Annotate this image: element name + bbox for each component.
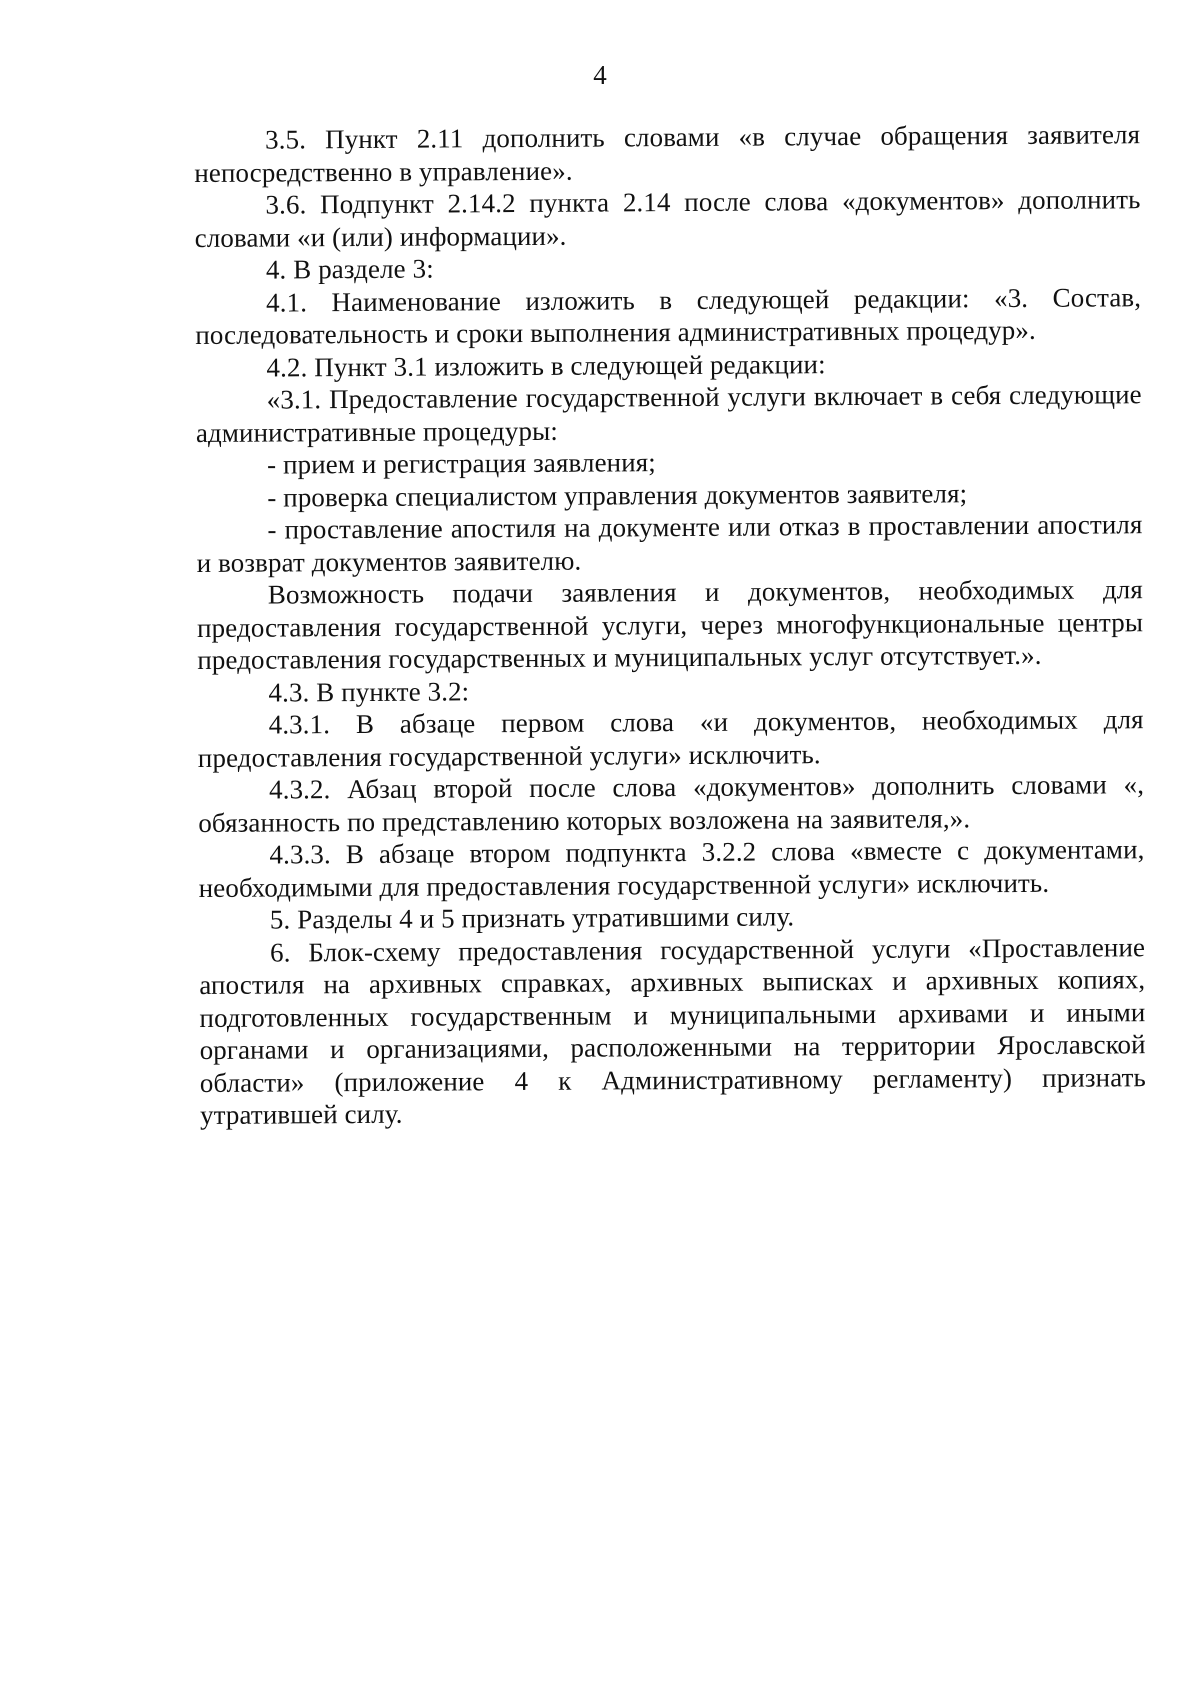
paragraph-3-5: 3.5. Пункт 2.11 дополнить словами «в случае обращения заявителя непосредственно в управление». — [194, 119, 1141, 188]
paragraph-3-6: 3.6. Подпункт 2.14.2 пункта 2.14 после слова «документов» дополнить словами «и (или) информации». — [194, 184, 1141, 253]
page-number: 4 — [593, 60, 607, 90]
paragraph-3-1-quote: «3.1. Предоставление государственной услуги включает в себя следующие административные процедуры: — [195, 379, 1142, 448]
paragraph-mfc: Возможность подачи заявления и документов, необходимых для предоставления государственной услуги, через многофункциональные центры предоставления государственных и муниципальных услуг отсутствует.». — [196, 574, 1144, 675]
list-item-verification: - проверка специалистом управления документов заявителя; — [267, 477, 968, 513]
paragraph-4-1: 4.1. Наименование изложить в следующей редакции: «3. Состав, последовательность и сроки выполнения административных процедур». — [195, 281, 1142, 350]
paragraph-4-3-3: 4.3.3. В абзаце втором подпункта 3.2.2 слова «вместе с документами, необходимыми для предоставления государственной услуги» исключить. — [198, 834, 1145, 903]
paragraph-6: 6. Блок-схему предоставления государственной услуги «Проставление апостиля на архивных справках, архивных выписках и архивных копиях, подготовленных государственным и муниципальными архивами и иными органами и организациями, расположенными на территории Ярославской области» (приложение 4 к Административному регламенту) признать утратившей силу. — [199, 931, 1146, 1130]
list-item-reception: - прием и регистрация заявления; — [266, 447, 656, 480]
document-body — [194, 118, 1146, 1131]
paragraph-4-3: 4.3. В пункте 3.2: — [268, 675, 470, 708]
paragraph-4-3-2: 4.3.2. Абзац второй после слова «документов» дополнить словами «, обязанность по представлению которых возложена на заявителя,». — [198, 769, 1145, 838]
paragraph-4-2: 4.2. Пункт 3.1 изложить в следующей редакции: — [266, 348, 826, 383]
list-item-apostille: - проставление апостиля на документе или отказ в проставлении апостиля и возврат документов заявителю. — [196, 509, 1143, 578]
paragraph-4: 4. В разделе 3: — [265, 253, 434, 285]
paragraph-5: 5. Разделы 4 и 5 признать утратившими силу. — [269, 901, 795, 935]
paragraph-4-3-1: 4.3.1. В абзаце первом слова «и документов, необходимых для предоставления государственной услуги» исключить. — [197, 704, 1144, 773]
